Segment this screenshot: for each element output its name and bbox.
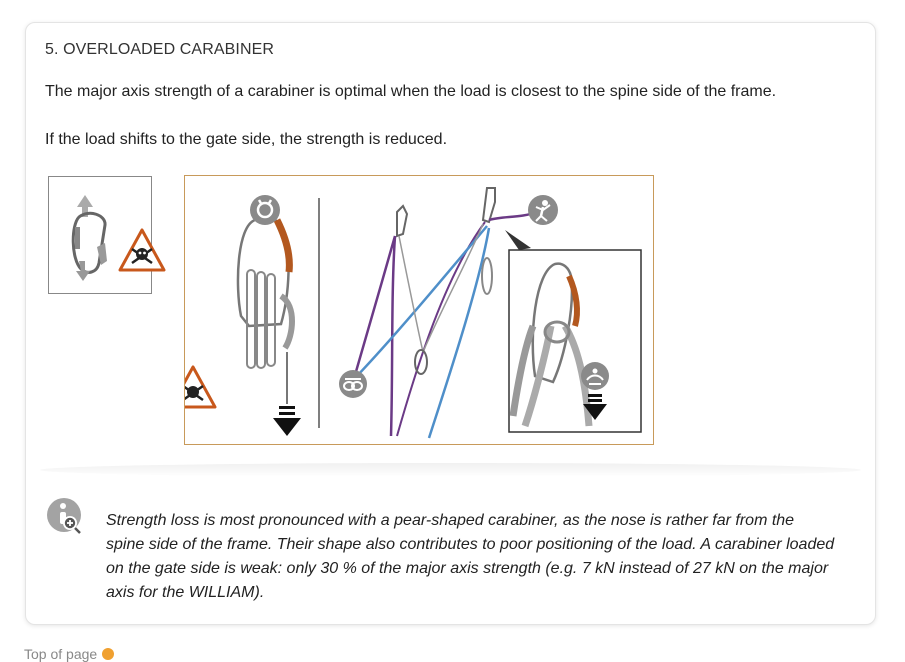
carabiner-cross-loaded <box>238 218 301 436</box>
gate-load-icon <box>250 195 280 225</box>
overloaded-carabiner-illustration <box>185 176 653 444</box>
paragraph-major-axis: The major axis strength of a carabiner is optimal when the load is closest to the spine side of the frame. <box>45 83 777 100</box>
info-icon <box>46 497 86 537</box>
callout-pointer <box>505 230 531 250</box>
section-title: 5. OVERLOADED CARABINER <box>45 41 275 58</box>
top-of-page-label[interactable]: Top of page <box>24 646 98 662</box>
section-separator-shadow <box>40 463 861 477</box>
fall-arrest-icon <box>581 362 609 390</box>
danger-skull-triangle-icon <box>185 367 215 407</box>
harness-icon <box>339 370 367 398</box>
climber-icon <box>528 195 558 225</box>
top-of-page-link[interactable] <box>24 646 114 662</box>
info-note-text: Strength loss is most pronounced with a pear-shaped carabiner, as the nose is rather far from the spine side of the frame. Their shape also contributes to poor positioning of the load. A carabiner loaded on the gate side is weak: only 30 % of the major axis strength (e.g. 7 kN instead of 27 kN on the major axis for the WILLIAM). <box>106 512 835 601</box>
figure-overloaded-carabiner <box>184 175 654 445</box>
inset-detail <box>509 250 641 432</box>
content-card <box>25 22 876 625</box>
danger-skull-triangle-icon <box>118 227 166 273</box>
paragraph-gate-side: If the load shifts to the gate side, the strength is reduced. <box>45 131 448 148</box>
arrow-up-circle-icon <box>102 648 114 660</box>
